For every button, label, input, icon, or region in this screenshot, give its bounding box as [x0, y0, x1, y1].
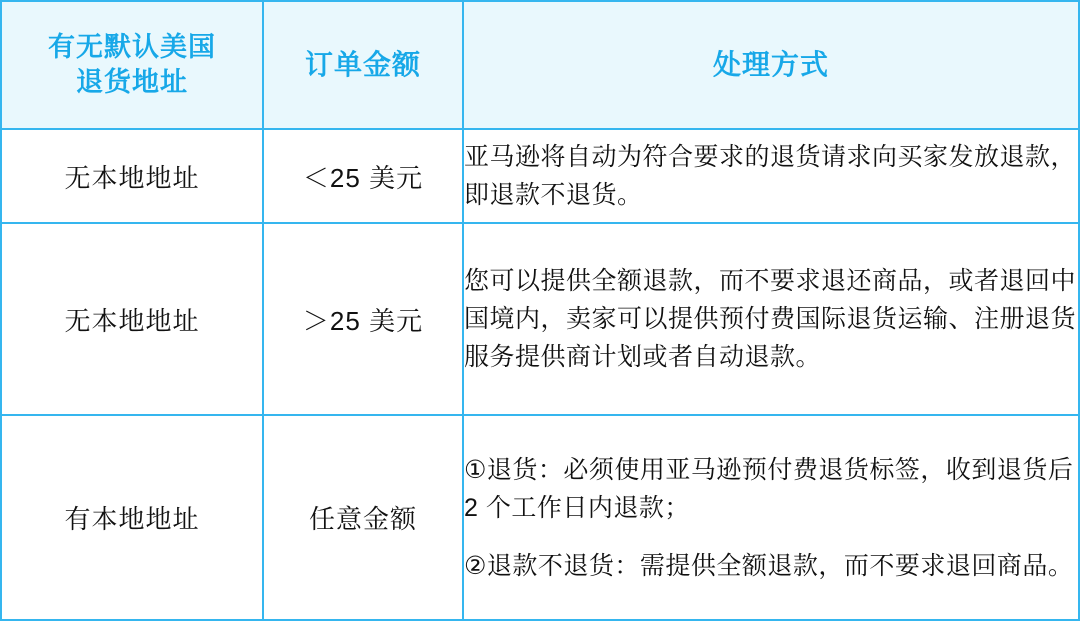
description-paragraph: 您可以提供全额退款，而不要求退还商品，或者退回中国境内，卖家可以提供预付费国际退货运输、注册退货服务提供商计划或者自动退款。: [464, 267, 1077, 371]
header-cell-handling-method: 处理方式: [463, 1, 1079, 129]
cell-amount: ＜25 美元: [263, 129, 463, 223]
cell-condition: 无本地地址: [1, 129, 263, 223]
table-row: [1, 415, 1079, 620]
cell-condition: 有本地地址: [1, 415, 263, 620]
header-label-line2: 退货地址: [76, 67, 188, 97]
cell-condition: 无本地地址: [1, 223, 263, 415]
cell-description: [463, 129, 1079, 223]
description-paragraph: ②退款不退货：需提供全额退款，而不要求退回商品。: [464, 551, 1074, 580]
header-cell-order-amount: 订单金额: [263, 1, 463, 129]
table-row: [1, 129, 1079, 223]
description-paragraph: ①退货：必须使用亚马逊预付费退货标签，收到退货后 2 个工作日内退款；: [464, 455, 1074, 522]
header-label-line1: 有无默认美国: [48, 32, 216, 63]
cell-amount: ＞25 美元: [263, 223, 463, 415]
description-paragraph: 亚马逊将自动为符合要求的退货请求向买家发放退款，即退款不退货。: [464, 143, 1077, 209]
cell-description: [463, 223, 1079, 415]
table-header-row: [1, 1, 1079, 129]
cell-amount: 任意金额: [263, 415, 463, 620]
table-row: [1, 223, 1079, 415]
cell-description: [463, 415, 1079, 620]
header-cell-return-address: [1, 1, 263, 129]
